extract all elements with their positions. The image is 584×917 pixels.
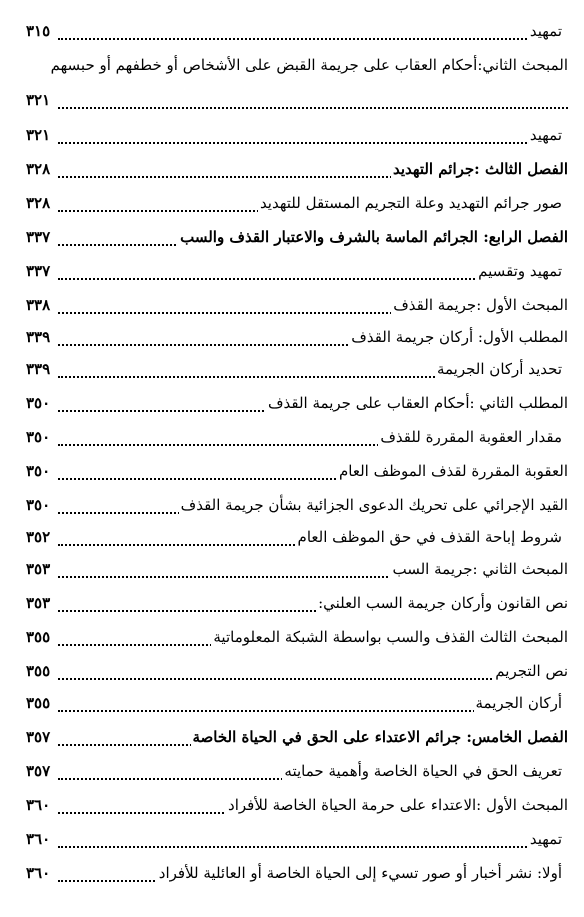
toc-entry-title: أركان الجريمة: [475, 694, 562, 712]
toc-entry[interactable]: [0, 388, 584, 420]
toc-entry-page-number: ٣٥٠: [26, 496, 51, 514]
toc-entry-page-number: ٣٥٥: [26, 628, 51, 646]
dot-leader: [58, 89, 568, 109]
toc-entry[interactable]: [0, 16, 584, 48]
toc-entry-title: المطلب الثاني :أحكام العقاب على جريمة القذف: [267, 394, 568, 412]
toc-entry-page-number: ٣٥٣: [26, 594, 51, 612]
toc-entry-page-number: ٣٥٠: [26, 394, 51, 412]
toc-entry-page-number: ٣٥٣: [26, 560, 51, 578]
toc-entry[interactable]: [0, 588, 584, 620]
toc-entry-title: تعريف الحق في الحياة الخاصة وأهمية حمايته: [284, 762, 562, 780]
toc-entry[interactable]: [0, 354, 584, 386]
toc-entry-title: تحديد أركان الجريمة: [436, 360, 562, 378]
toc-entry-title: المبحث الأول :الاعتداء على حرمة الحياة الخاصة للأفراد: [228, 796, 568, 814]
toc-entry-title: شروط إباحة القذف في حق الموظف العام: [297, 528, 562, 546]
toc-entry-page-number: ٣٢٨: [26, 160, 51, 178]
toc-entry-page-number: ٣٣٩: [26, 360, 51, 378]
toc-entry[interactable]: [0, 50, 584, 82]
toc-entry[interactable]: [0, 622, 584, 654]
toc-entry-page-number: ٣٦٠: [26, 796, 51, 814]
toc-entry[interactable]: [0, 858, 584, 890]
toc-entry-title: نص القانون وأركان جريمة السب العلني:: [318, 594, 568, 612]
toc-entry-title: تمهيد وتقسيم: [478, 262, 562, 280]
toc-entry-page-number: ٣٣٨: [26, 296, 51, 314]
toc-entry-page-number: ٣٥٠: [26, 462, 51, 480]
toc-entry[interactable]: [0, 85, 584, 117]
toc-entry[interactable]: [0, 722, 584, 754]
toc-entry[interactable]: [0, 154, 584, 186]
toc-entry-title: تمهيد: [529, 22, 562, 40]
toc-entry[interactable]: [0, 522, 584, 554]
toc-entry-title: أولا: نشر أخبار أو صور تسيء إلى الحياة الخاصة أو العائلية للأفراد: [158, 864, 562, 882]
toc-entry[interactable]: [0, 656, 584, 688]
toc-entry-title: القيد الإجرائي على تحريك الدعوى الجزائية بشأن جريمة القذف: [180, 496, 568, 514]
toc-entry-page-number: ٣٢١: [26, 91, 51, 109]
toc-entry-title: صور جرائم التهديد وعلة التجريم المستقل للتهديد: [259, 194, 562, 212]
toc-entry-title: العقوبة المقررة لقذف الموظف العام: [338, 462, 568, 480]
toc-entry-title: المبحث الأول :جريمة القذف: [393, 296, 568, 314]
toc-entry-title: المبحث الثاني:أحكام العقاب على جريمة القبض على الأشخاص أو خطفهم أو حبسهم: [50, 56, 568, 74]
toc-entry-page-number: ٣٦٠: [26, 830, 51, 848]
toc-entry-title: تمهيد: [529, 830, 562, 848]
toc-entry[interactable]: [0, 120, 584, 152]
toc-entry[interactable]: [0, 554, 584, 586]
toc-entry-title: نص التجريم: [495, 662, 568, 680]
toc-entry-title: الفصل الخامس: جرائم الاعتداء على الحق في الحياة الخاصة: [192, 728, 568, 746]
toc-entry[interactable]: [0, 188, 584, 220]
toc-entry[interactable]: [0, 422, 584, 454]
dot-leader: [58, 124, 562, 144]
toc-entry-title: الفصل الثالث :جرائم التهديد: [392, 160, 568, 178]
toc-entry-page-number: ٣٥٥: [26, 662, 51, 680]
toc-entry[interactable]: [0, 222, 584, 254]
toc-entry-page-number: ٣٥٥: [26, 694, 51, 712]
toc-entry[interactable]: [0, 490, 584, 522]
toc-entry[interactable]: [0, 322, 584, 354]
toc-entry-title: المطلب الأول: أركان جريمة القذف: [351, 328, 568, 346]
toc-entry-title: الفصل الرابع: الجرائم الماسة بالشرف والاعتبار القذف والسب: [180, 228, 568, 246]
toc-entry-page-number: ٣٥٧: [26, 762, 51, 780]
toc-entry[interactable]: [0, 756, 584, 788]
toc-entry[interactable]: [0, 256, 584, 288]
toc-entry[interactable]: [0, 790, 584, 822]
toc-entry-title: مقدار العقوبة المقررة للقذف: [380, 428, 562, 446]
toc-entry-page-number: ٣٣٧: [26, 262, 51, 280]
toc-entry-page-number: ٣٢٨: [26, 194, 51, 212]
toc-entry[interactable]: [0, 290, 584, 322]
dot-leader: [58, 828, 562, 848]
dot-leader: [58, 660, 568, 680]
toc-entry-page-number: ٣٥٧: [26, 728, 51, 746]
toc-entry[interactable]: [0, 688, 584, 720]
toc-entry[interactable]: [0, 824, 584, 856]
toc-entry-page-number: ٣١٥: [26, 22, 51, 40]
toc-entry-page-number: ٣٣٧: [26, 228, 51, 246]
toc-entry-title: المبحث الثالث القذف والسب بواسطة الشبكة المعلوماتية: [213, 628, 568, 646]
dot-leader: [58, 20, 562, 40]
toc-entry[interactable]: [0, 456, 584, 488]
toc-entry-title: تمهيد: [529, 126, 562, 144]
toc-entry-page-number: ٣٥٠: [26, 428, 51, 446]
toc-entry-page-number: ٣٦٠: [26, 864, 51, 882]
toc-entry-page-number: ٣٥٢: [26, 528, 51, 546]
toc-entry-title: المبحث الثاني :جريمة السب: [392, 560, 568, 578]
toc-entry-page-number: ٣٣٩: [26, 328, 51, 346]
toc-entry-page-number: ٣٢١: [26, 126, 51, 144]
